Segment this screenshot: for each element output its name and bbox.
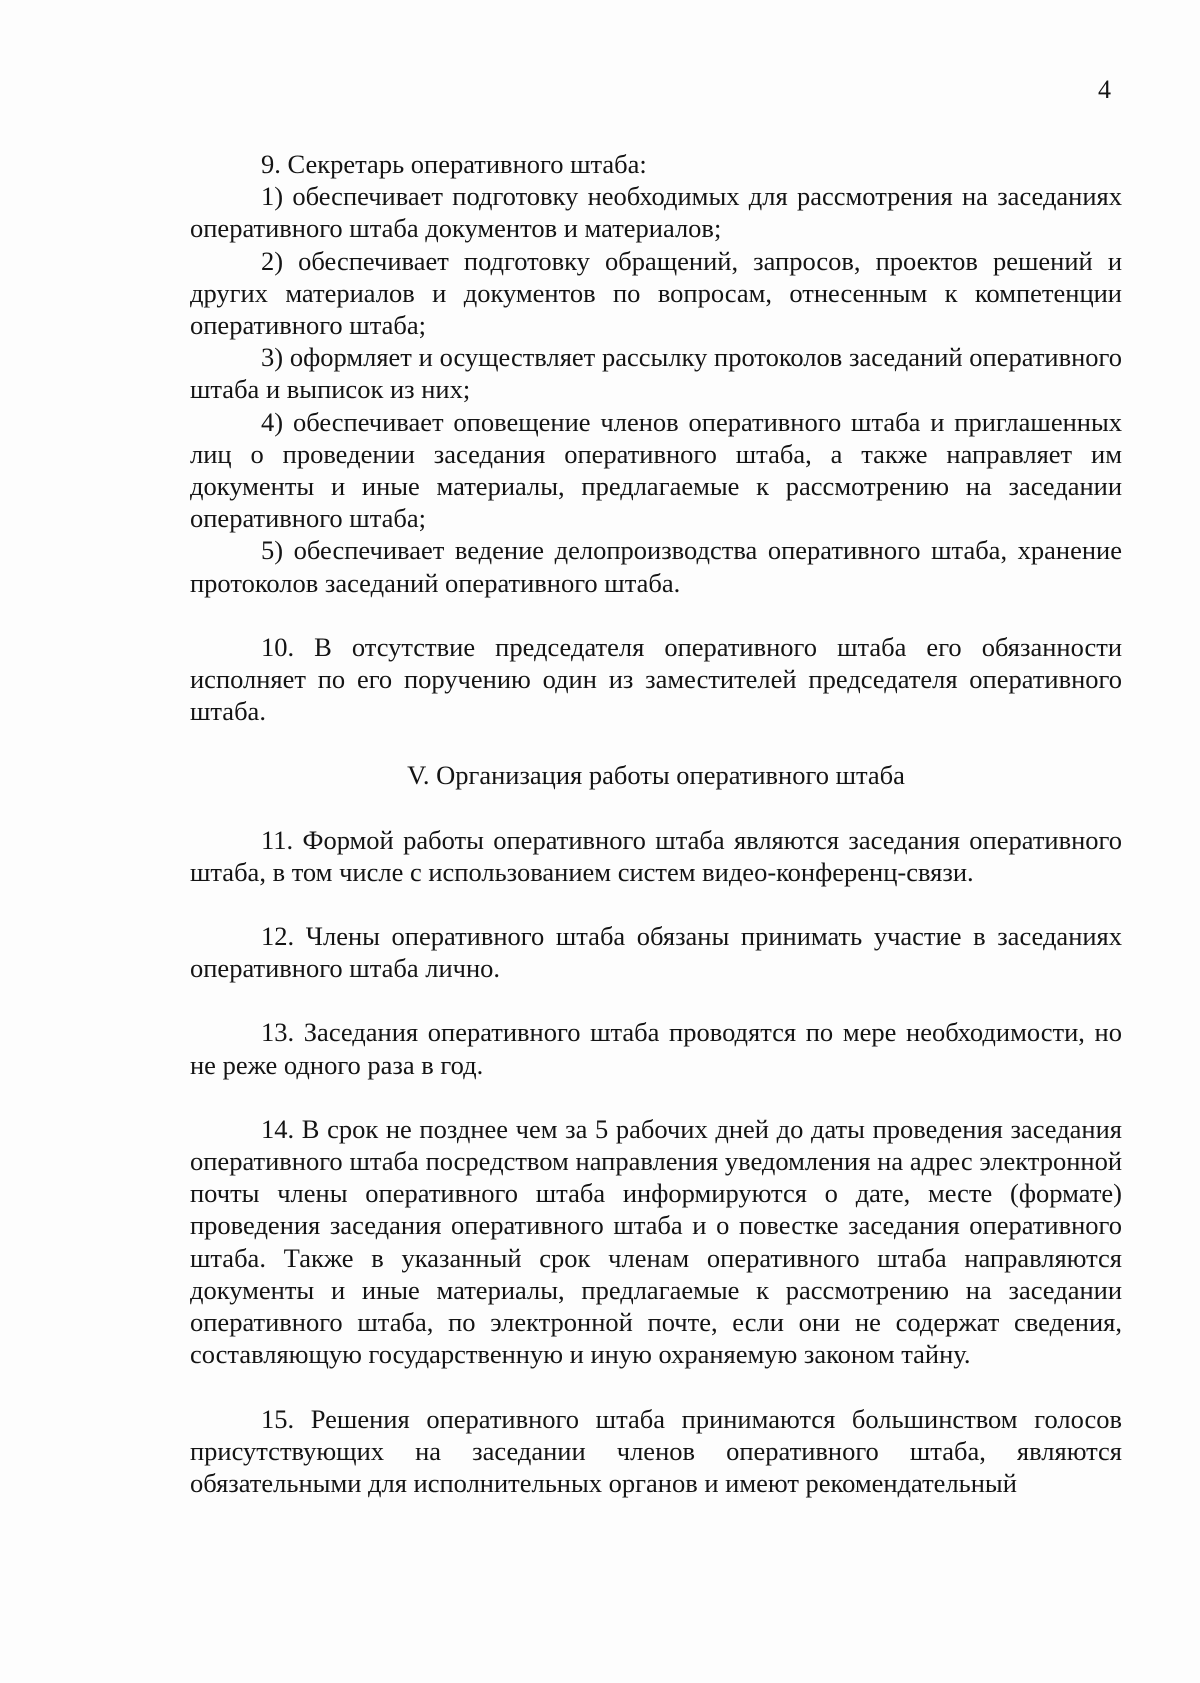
document-body (190, 148, 1122, 1499)
paragraph-10: 10. В отсутствие председателя оперативного штаба его обязанности исполняет по его поручению один из заместителей председателя оперативного штаба. (190, 631, 1122, 727)
paragraph-11: 11. Формой работы оперативного штаба являются заседания оперативного штаба, в том числе с использованием систем видео-конференц-связи. (190, 824, 1122, 887)
paragraph-9-item-5: 5) обеспечивает ведение делопроизводства оперативного штаба, хранение протоколов заседаний оперативного штаба. (190, 535, 1122, 598)
paragraph-14: 14. В срок не позднее чем за 5 рабочих дней до даты проведения заседания оперативного штаба посредством направления уведомления на адрес электронной почты члены оперативного штаба информируются о дате, месте (формате) проведения заседания оперативного штаба и о повестке заседания оперативного штаба. Также в указанный срок членам оперативного штаба направляются документы и иные материалы, предлагаемые к рассмотрению на заседании оперативного штаба, по электронной почте, если они не содержат сведения, составляющую государственную и иную охраняемую законом тайну. (190, 1113, 1122, 1370)
page-number: 4 (1098, 75, 1111, 104)
section-heading: V. Организация работы оперативного штаба (407, 760, 905, 791)
paragraph-9-item-2: 2) обеспечивает подготовку обращений, запросов, проектов решений и других материалов и документов по вопросам, отнесенным к компетенции оперативного штаба; (190, 245, 1122, 341)
paragraph-12: 12. Члены оперативного штаба обязаны принимать участие в заседаниях оперативного штаба лично. (190, 921, 1122, 984)
paragraph-9-item-4: 4) обеспечивает оповещение членов оперативного штаба и приглашенных лиц о проведении заседания оперативного штаба, а также направляет им документы и иные материалы, предлагаемые к рассмотрению на заседании оперативного штаба; (190, 406, 1122, 534)
paragraph-15: 15. Решения оперативного штаба принимаются большинством голосов присутствующих на заседании членов оперативного штаба, являются обязательными для исполнительных органов и имеют рекомендательный (190, 1403, 1122, 1498)
paragraph-9-intro: 9. Секретарь оперативного штаба: (261, 149, 647, 179)
paragraph-9-item-3: 3) оформляет и осуществляет рассылку протоколов заседаний оперативного штаба и выписок из них; (190, 342, 1122, 405)
paragraph-9-item-1: 1) обеспечивает подготовку необходимых для рассмотрения на заседаниях оперативного штаба документов и материалов; (190, 181, 1122, 244)
paragraph-13: 13. Заседания оперативного штаба проводятся по мере необходимости, но не реже одного раза в год. (190, 1017, 1122, 1080)
